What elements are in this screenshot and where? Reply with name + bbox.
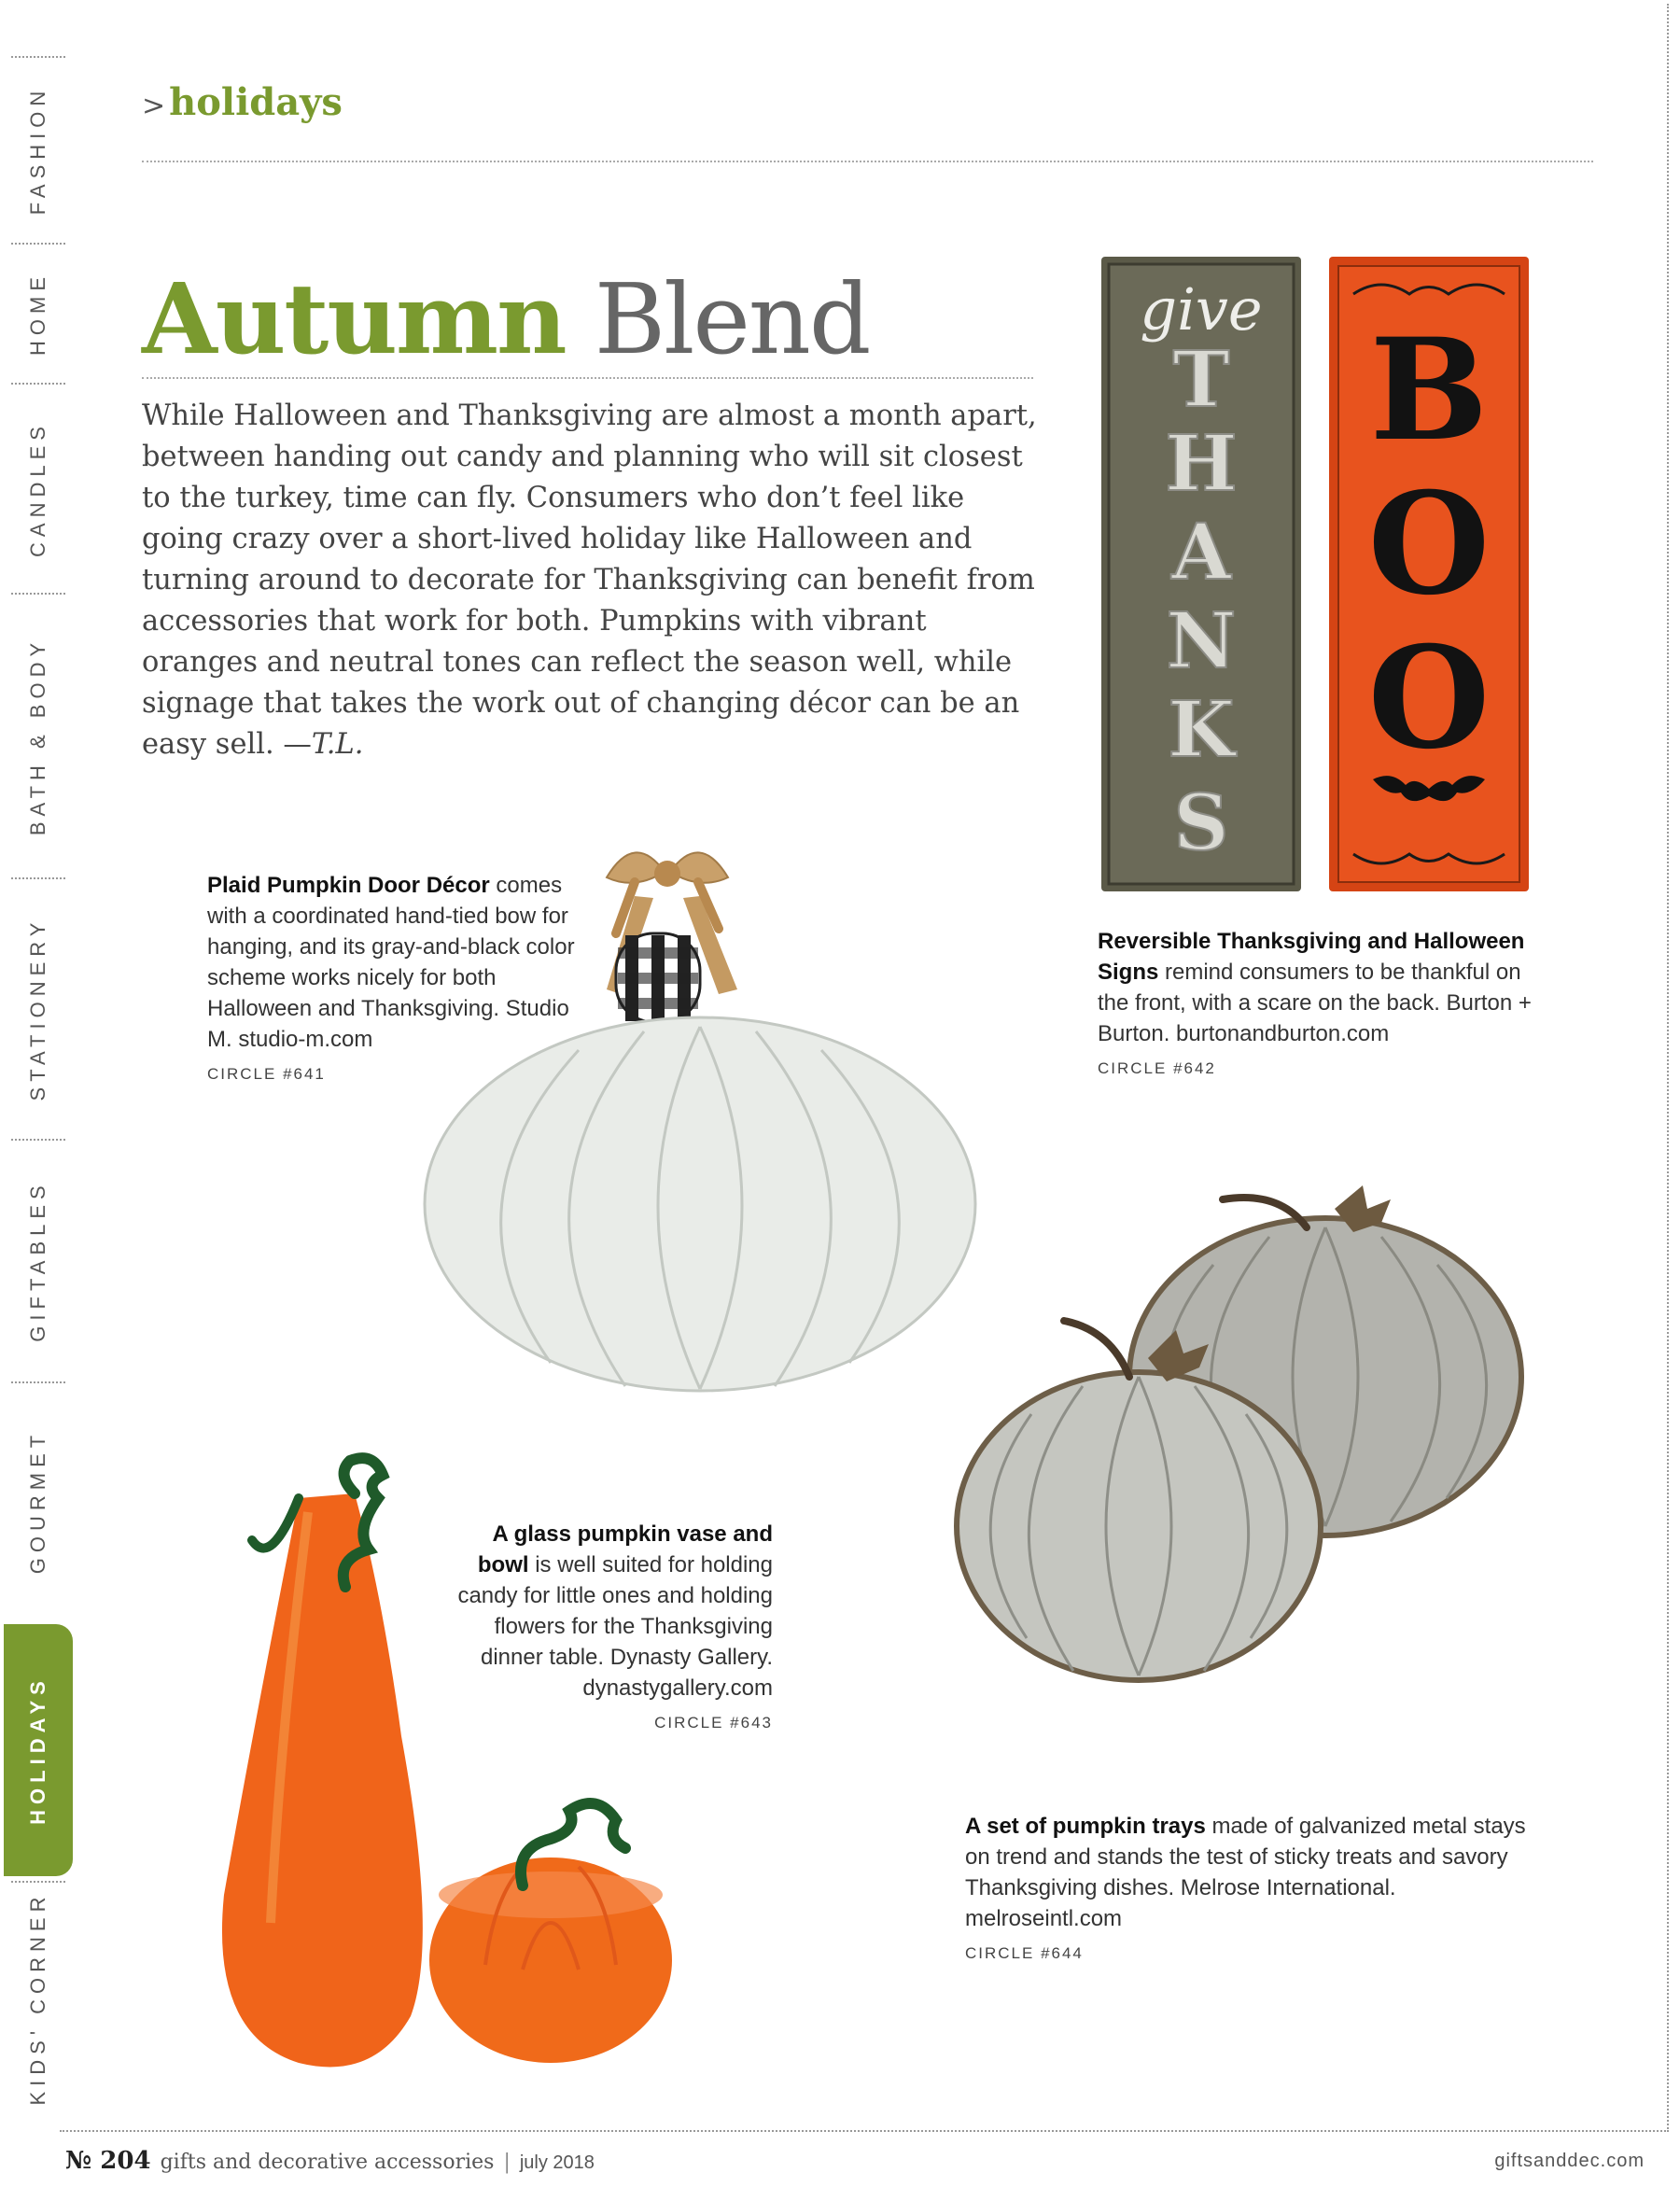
sign-script-give: give [1140, 275, 1263, 343]
caption-lead: Reversible Thanksgiving and Halloween Signs [1098, 929, 1525, 985]
side-tab-label: HOME [26, 272, 49, 356]
side-tab-label: CANDLES [26, 420, 49, 557]
side-tab-giftables[interactable] [11, 1139, 65, 1381]
section-heading [142, 80, 343, 124]
issue-date: july 2018 [519, 2152, 595, 2173]
website-url[interactable]: giftsanddec.com [1494, 2151, 1645, 2171]
pumpkin-trays-image [952, 1181, 1540, 1722]
side-tab-label: GIFTABLES [26, 1180, 49, 1342]
sign-letter: H [1165, 419, 1238, 509]
side-tab-label: FASHION [26, 85, 49, 216]
side-tab-label: BATH & BODY [26, 637, 49, 835]
circle-number: CIRCLE #643 [654, 1714, 773, 1731]
title-accent: Autumn [142, 261, 566, 376]
page-footer [65, 2147, 595, 2175]
intro-paragraph [142, 396, 1038, 765]
sign-letter: N [1166, 596, 1237, 686]
sign-letter: B [1369, 308, 1489, 472]
caption-lead: Plaid Pumpkin Door Décor [207, 873, 490, 898]
side-section-tabs [0, 56, 65, 2110]
caption-641 [207, 870, 599, 1089]
header-divider [142, 161, 1593, 162]
circle-number: CIRCLE #641 [207, 1065, 326, 1083]
reversible-signs-image [1101, 257, 1540, 901]
side-tab-label: KIDS' CORNER [26, 1891, 49, 2106]
caption-lead: A set of pumpkin trays [965, 1814, 1206, 1839]
side-tab-stationery[interactable] [11, 877, 65, 1139]
side-tab-label: HOLIDAYS [26, 1675, 49, 1825]
section-name: holidays [169, 80, 343, 124]
chevron-right-icon: > [142, 90, 166, 122]
side-tab-label: GOURMET [26, 1429, 49, 1574]
caption-lead: A glass pumpkin vase and bowl [477, 1521, 773, 1577]
publication-name: gifts and decorative accessories [160, 2151, 495, 2174]
sign-letter: S [1173, 778, 1229, 868]
side-tab-bath-body[interactable] [11, 593, 65, 877]
title-divider [142, 377, 1033, 379]
title-rest: Blend [594, 262, 870, 376]
article-title [142, 261, 869, 376]
sign-letter: O [1367, 462, 1491, 626]
page-number: № 204 [65, 2147, 151, 2175]
intro-signature: T.L. [311, 728, 364, 761]
sign-letter: A [1171, 508, 1231, 597]
caption-body: is well suited for holding candy for little ones and holding flowers for the Thanksgiving dinner table. Dynasty Gallery. dynastygallery.com [457, 1552, 773, 1701]
footer-separator: | [503, 2151, 511, 2174]
side-tab-candles[interactable] [11, 383, 65, 593]
side-tab-gourmet[interactable] [11, 1381, 65, 1619]
sign-letter: O [1367, 616, 1491, 780]
sign-letter: K [1168, 685, 1235, 775]
circle-number: CIRCLE #644 [965, 1944, 1084, 1962]
side-tab-label: STATIONERY [26, 917, 49, 1101]
circle-number: CIRCLE #642 [1098, 1059, 1216, 1077]
side-tab-kids-corner[interactable] [11, 1881, 65, 2114]
sign-letter: T [1172, 335, 1230, 425]
side-tab-fashion[interactable] [11, 56, 65, 243]
caption-body: made of galvanized metal stays on trend and stands the test of sticky treats and savory Thanksgiving dishes. Melrose International. melroseintl.com [965, 1814, 1526, 1931]
caption-body: comes with a coordinated hand-tied bow for hanging, and its gray-and-black color scheme works nicely for both Halloween and Thanksgiving. Studio M. studio-m.com [207, 873, 575, 1052]
caption-body: remind consumers to be thankful on the front, with a scare on the back. Burton + Burton. burtonandburton.com [1098, 960, 1532, 1046]
side-tab-holidays[interactable] [4, 1624, 73, 1876]
caption-642 [1098, 926, 1536, 1084]
caption-643 [439, 1519, 773, 1738]
intro-body: While Halloween and Thanksgiving are almost a month apart, between handing out candy and planning who will sit closest to the turkey, time can fly. Consumers who don’t feel like going crazy over a short-lived holiday like Halloween and turning around to decorate for Thanksgiving can benefit from accessories that work for both. Pumpkins with vibrant oranges and neutral tones can reflect the season well, while signage that takes the work out of changing décor can be an easy sell. — [142, 400, 1037, 761]
caption-644 [965, 1811, 1544, 1969]
side-tab-home[interactable] [11, 243, 65, 383]
